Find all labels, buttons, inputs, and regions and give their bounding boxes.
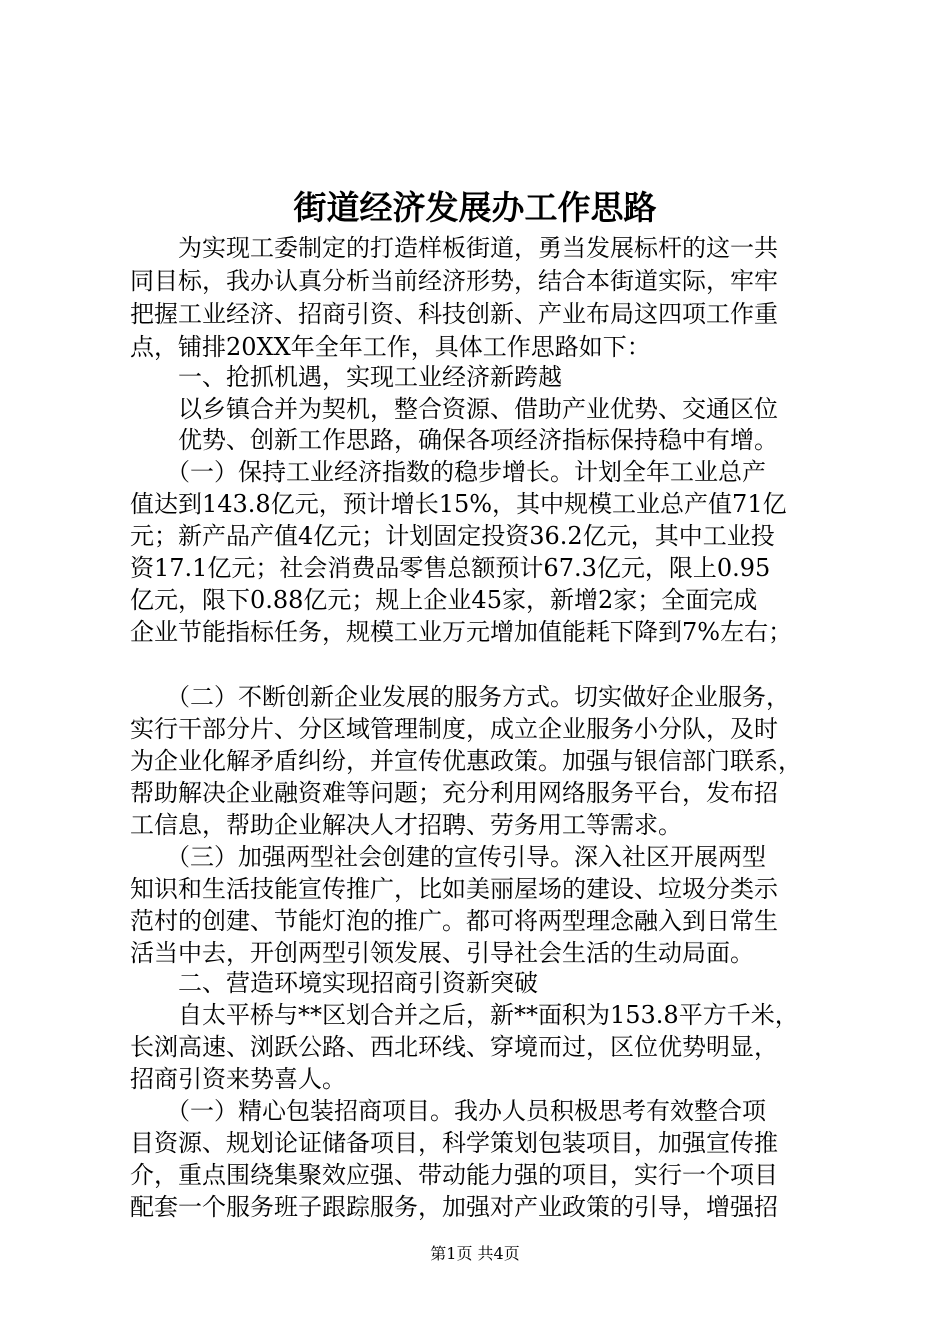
section-heading: 二、营造环境实现招商引资新突破 [130,969,538,997]
body-line: 知识和生活技能宣传推广，比如美丽屋场的建设、垃圾分类示 [130,875,778,903]
body-line: 配套一个服务班子跟踪服务，加强对产业政策的引导，增强招 [130,1193,778,1221]
body-line: 企业节能指标任务，规模工业万元增加值能耗下降到7%左右； [130,618,793,646]
body-line: 元；新产品产值4亿元；计划固定投资36.2亿元，其中工业投 [130,522,775,550]
body-line: 目资源、规划论证储备项目，科学策划包装项目，加强宣传推 [130,1129,778,1157]
body-line: （二）不断创新企业发展的服务方式。切实做好企业服务， [130,683,790,711]
body-line: 值达到143.8亿元，预计增长15%，其中规模工业总产值71亿 [130,490,787,518]
body-line: 介，重点围绕集聚效应强、带动能力强的项目，实行一个项目 [130,1161,778,1189]
section-heading: 一、抢抓机遇，实现工业经济新跨越 [130,363,562,391]
document-title: 街道经济发展办工作思路 [293,188,657,227]
body-line: 以乡镇合并为契机，整合资源、借助产业优势、交通区位 [130,395,778,423]
body-line: 资17.1亿元；社会消费品零售总额预计67.3亿元，限上0.95 [130,554,771,582]
body-line: 活当中去，开创两型引领发展、引导社会生活的生动局面。 [130,939,754,967]
body-line: 实行干部分片、分区域管理制度，成立企业服务小分队，及时 [130,715,778,743]
page-footer: 第1页 共4页 [430,1244,520,1263]
body-line: 范村的创建、节能灯泡的推广。都可将两型理念融入到日常生 [130,907,778,935]
body-line: 把握工业经济、招商引资、科技创新、产业布局这四项工作重 [130,300,778,328]
body-line: 招商引资来势喜人。 [130,1065,346,1093]
body-line: 为实现工委制定的打造样板街道，勇当发展标杆的这一共 [130,234,778,262]
body-line: 亿元，限下0.88亿元；规上企业45家，新增2家；全面完成 [130,586,758,614]
body-line: 工信息，帮助企业解决人才招聘、劳务用工等需求。 [130,811,682,839]
body-line: （三）加强两型社会创建的宣传引导。深入社区开展两型 [130,843,766,871]
body-line: 点，铺排20XX年全年工作，具体工作思路如下： [130,333,651,361]
body-line: 为企业化解矛盾纠纷，并宣传优惠政策。加强与银信部门联系， [130,747,802,775]
body-line: 优势、创新工作思路，确保各项经济指标保持稳中有增。 [130,426,778,454]
body-line: （一）保持工业经济指数的稳步增长。计划全年工业总产 [130,458,766,486]
body-line: （一）精心包装招商项目。我办人员积极思考有效整合项 [130,1097,766,1125]
body-line: 自太平桥与**区划合并之后，新**面积为153.8平方千米， [130,1001,799,1029]
body-line: 帮助解决企业融资难等问题；充分利用网络服务平台，发布招 [130,779,778,807]
body-line: 长浏高速、浏跃公路、西北环线、穿境而过，区位优势明显， [130,1033,778,1061]
body-line: 同目标，我办认真分析当前经济形势，结合本街道实际，牢牢 [130,267,778,295]
